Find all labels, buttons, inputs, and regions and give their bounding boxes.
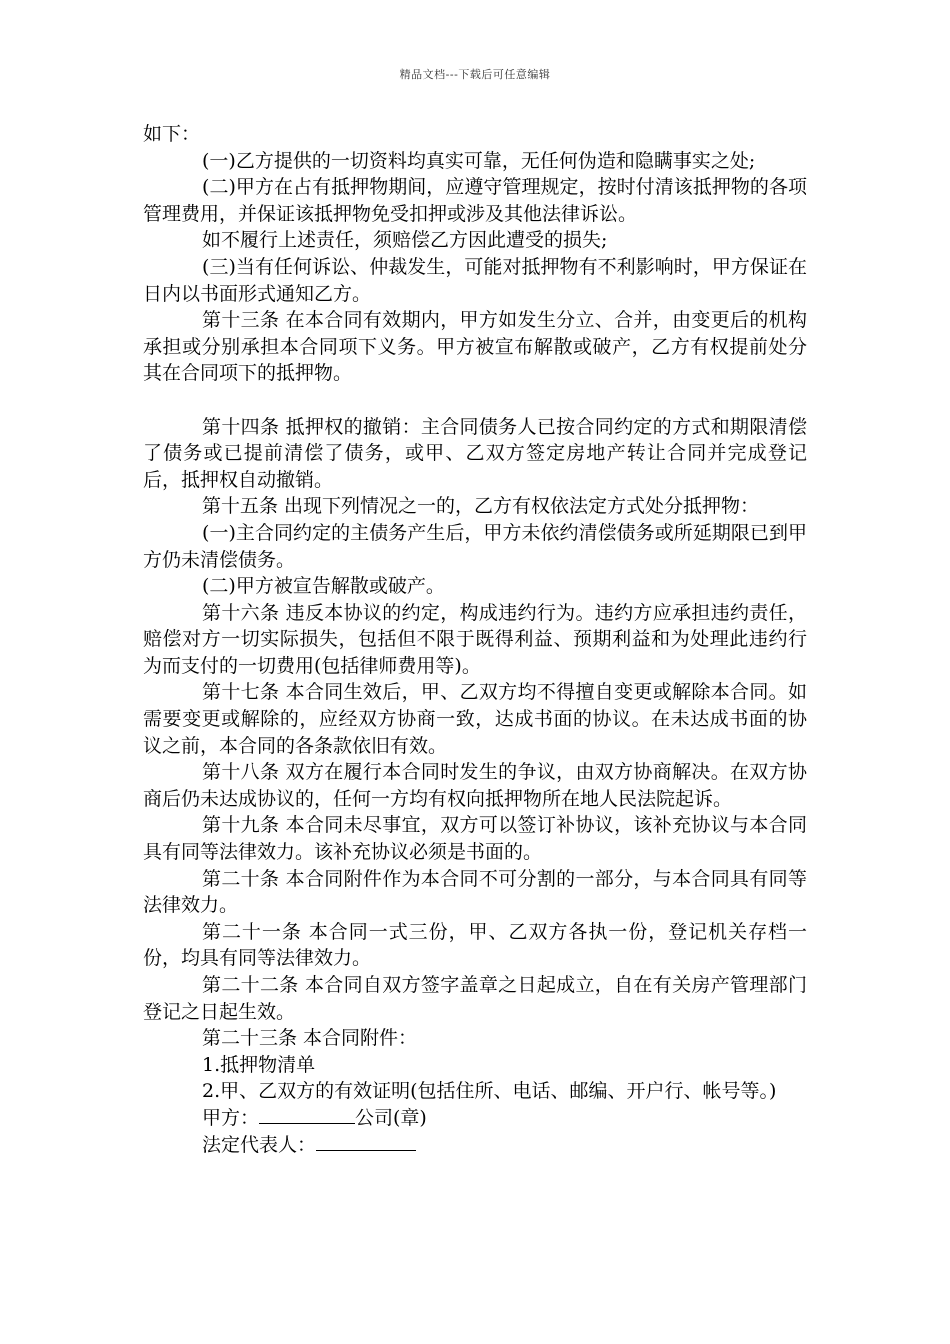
paragraph: (二)甲方在占有抵押物期间，应遵守管理规定，按时付清该抵押物的各项管理费用，并保证该抵押物免受扣押或涉及其他法律诉讼。 (143, 176, 807, 225)
article-14: 第十四条 抵押权的撤销：主合同债务人已按合同约定的方式和期限清偿了债务或已提前清偿了债务，或甲、乙双方签定房地产转让合同并完成登记后，抵押权自动撤销。 (143, 415, 807, 491)
paragraph: (二)甲方被宣告解散或破产。 (202, 575, 445, 598)
document-body (143, 121, 807, 1158)
article-17: 第十七条 本合同生效后，甲、乙双方均不得擅自变更或解除本合同。如需要变更或解除的，应经双方协商一致，达成书面的协议。在未达成书面的协议之前，本合同的各条款依旧有效。 (143, 681, 807, 757)
attachment-item: 2.甲、乙双方的有效证明(包括住所、电话、邮编、开户行、帐号等。) (202, 1080, 777, 1103)
page-header: 精品文档---下载后可任意编辑 (399, 68, 551, 81)
article-20: 第二十条 本合同附件作为本合同不可分割的一部分，与本合同具有同等法律效力。 (143, 867, 807, 917)
article-22: 第二十二条 本合同自双方签字盖章之日起成立，自在有关房产管理部门登记之日起生效。 (143, 974, 807, 1023)
paragraph: 如下： (143, 123, 201, 145)
legal-rep-label: 法定代表人： (202, 1133, 317, 1156)
article-13: 第十三条 在本合同有效期内，甲方如发生分立、合并，由变更后的机构承担或分别承担本合同项下义务。甲方被宣布解散或破产，乙方有权提前处分其在合同项下的抵押物。 (143, 309, 807, 385)
article-16: 第十六条 违反本协议的约定，构成违约行为。违约方应承担违约责任，赔偿对方一切实际损失，包括但不限于既得利益、预期利益和为处理此违约行为而支付的一切费用(包括律师费用等)。 (143, 601, 807, 677)
article-23: 第二十三条 本合同附件： (202, 1027, 418, 1050)
article-21: 第二十一条 本合同一式三份，甲、乙双方各执一份，登记机关存档一份，均具有同等法律效力。 (143, 920, 807, 970)
paragraph: 如不履行上述责任，须赔偿乙方因此遭受的损失; (202, 229, 608, 252)
party-a-label: 甲方： (202, 1106, 260, 1129)
article-19: 第十九条 本合同未尽事宜，双方可以签订补协议，该补充协议与本合同具有同等法律效力。该补充协议必须是书面的。 (143, 814, 807, 864)
party-a-suffix: 公司(章) (355, 1106, 427, 1129)
article-15: 第十五条 出现下列情况之一的，乙方有权依法定方式处分抵押物： (202, 495, 760, 518)
legal-rep-blank[interactable] (316, 1132, 416, 1151)
legal-rep-line (143, 1132, 807, 1159)
attachment-item: 1.抵押物清单 (202, 1053, 316, 1076)
paragraph: (三)当有任何诉讼、仲裁发生，可能对抵押物有不利影响时，甲方保证在日内以书面形式通知乙方。 (143, 255, 807, 305)
article-18: 第十八条 双方在履行本合同时发生的争议，由双方协商解决。在双方协商后仍未达成协议的，任何一方均有权向抵押物所在地人民法院起诉。 (143, 761, 807, 810)
paragraph: (一)乙方提供的一切资料均真实可靠，无任何伪造和隐瞒事实之处; (202, 149, 756, 172)
paragraph: (一)主合同约定的主债务产生后，甲方未依约清偿债务或所延期限已到甲方仍未清偿债务。 (143, 521, 807, 571)
party-a-blank[interactable] (259, 1105, 355, 1124)
party-a-line (143, 1105, 807, 1132)
